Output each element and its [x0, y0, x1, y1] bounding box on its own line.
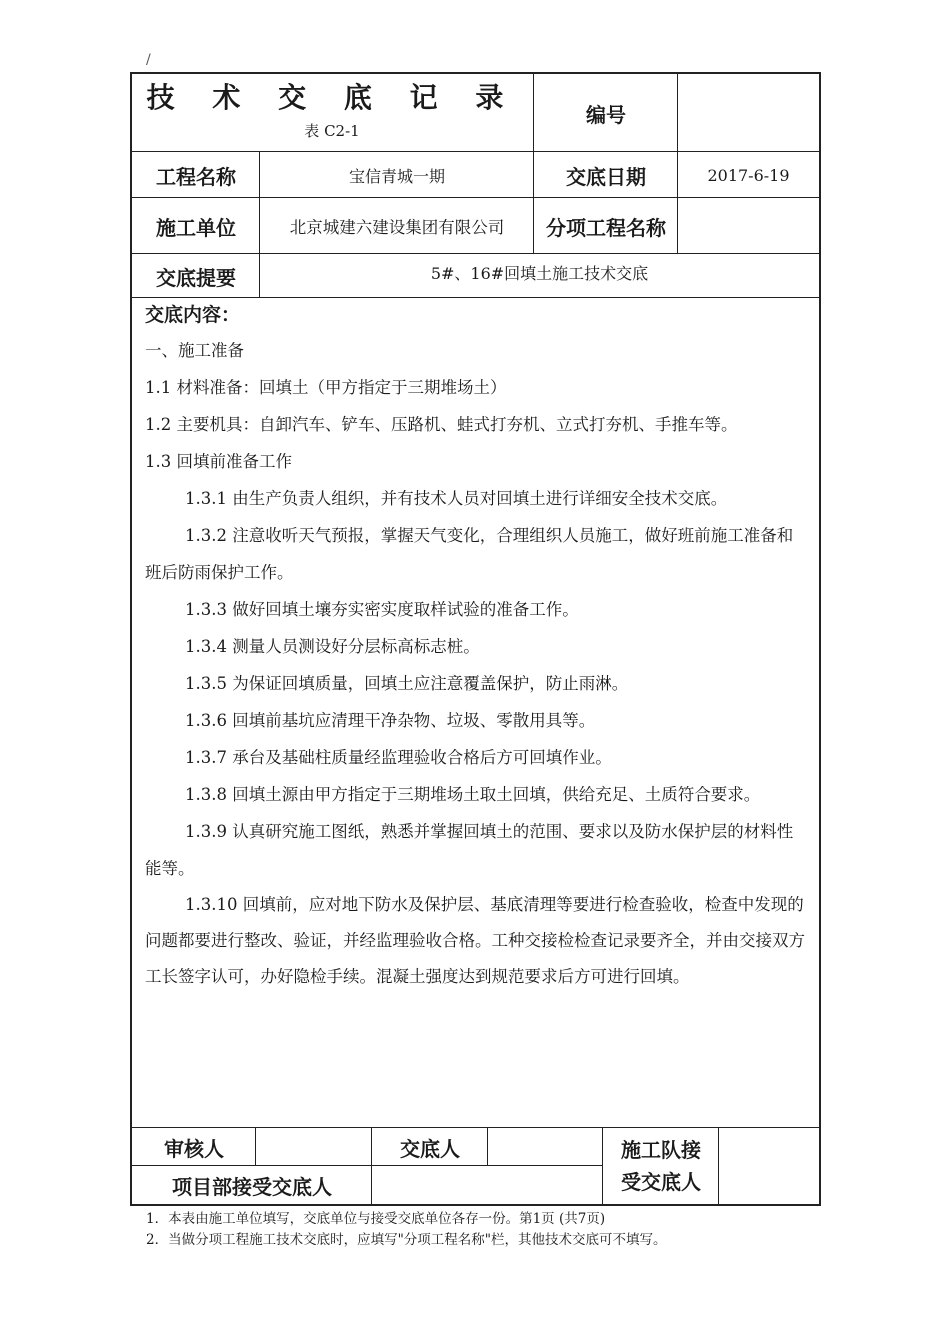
grid-line [259, 152, 260, 298]
project-name-value: 宝信青城一期 [348, 166, 445, 186]
date-value: 2017-6-19 [707, 165, 790, 185]
form-code: 表 C2-1 [304, 122, 360, 140]
grid-line [132, 1165, 603, 1166]
number-label: 编号 [586, 102, 626, 127]
dept-receiver-value[interactable] [372, 1166, 603, 1204]
content-line: 一、施工准备 [145, 341, 244, 360]
footnotes [146, 1209, 667, 1251]
grid-line [533, 74, 534, 254]
dept-receiver-label: 项目部接受交底人 [172, 1174, 332, 1199]
content-item: 1.3.1 由生产负责人组织，并有技术人员对回填土进行详细安全技术交底。 [185, 489, 728, 508]
grid-line [487, 1128, 488, 1166]
content-item: 1.3.5 为保证回填质量，回填土应注意覆盖保护，防止雨淋。 [185, 674, 629, 693]
grid-line [718, 1128, 719, 1204]
discloser-label: 交底人 [400, 1136, 460, 1161]
content-line: 1.2 主要机具：自卸汽车、铲车、压路机、蛙式打夯机、立式打夯机、手推车等。 [145, 415, 738, 434]
content-item: 1.3.3 做好回填土壤夯实密实度取样试验的准备工作。 [185, 600, 579, 619]
content-line: 1.1 材料准备：回填土（甲方指定于三期堆场土） [145, 378, 507, 397]
summary-value: 5#、16#回填土施工技术交底 [430, 264, 649, 283]
contractor-label: 施工单位 [156, 215, 236, 240]
date-label: 交底日期 [566, 164, 646, 189]
content-item: 1.3.4 测量人员测设好分层标高标志桩。 [185, 637, 480, 656]
grid-line [255, 1128, 256, 1166]
disclosure-record-form [130, 72, 821, 1206]
content-item: 1.3.2 注意收听天气预报，掌握天气变化，合理组织人员施工，做好班前施工准备和班后防雨保护工作。 [145, 526, 794, 582]
grid-line [677, 74, 678, 254]
footnote: 1．本表由施工单位填写，交底单位与接受交底单位各存一份。第1页 (共7页) [146, 1211, 606, 1227]
grid-line [132, 1127, 819, 1128]
grid-line [602, 1128, 603, 1204]
content-item: 1.3.7 承台及基础柱质量经监理验收合格后方可回填作业。 [185, 748, 612, 767]
grid-line [371, 1128, 372, 1204]
content-line: 1.3 回填前准备工作 [145, 452, 292, 471]
corner-mark: / [146, 52, 151, 68]
subproject-value[interactable] [678, 198, 819, 254]
team-receiver-label: 施工队接受交底人 [621, 1138, 701, 1194]
project-name-label: 工程名称 [156, 164, 236, 189]
discloser-value[interactable] [488, 1128, 603, 1166]
grid-line [132, 151, 819, 152]
form-title-block [132, 74, 532, 152]
summary-label: 交底提要 [156, 265, 236, 290]
form-title: 技 术 交 底 记 录 [146, 81, 518, 114]
subproject-label: 分项工程名称 [546, 215, 666, 240]
disclosure-content [132, 298, 819, 1128]
grid-line [132, 253, 819, 254]
team-receiver-value[interactable] [719, 1128, 819, 1204]
content-item: 1.3.8 回填土源由甲方指定于三期堆场土取土回填，供给充足、土质符合要求。 [185, 785, 761, 804]
reviewer-value[interactable] [256, 1128, 372, 1166]
content-item: 1.3.9 认真研究施工图纸，熟悉并掌握回填土的范围、要求以及防水保护层的材料性能等。 [145, 822, 794, 878]
grid-line [132, 197, 819, 198]
reviewer-label: 审核人 [164, 1136, 224, 1161]
content-heading: 交底内容： [145, 304, 241, 326]
footnote: 2．当做分项工程施工技术交底时，应填写"分项工程名称"栏，其他技术交底可不填写。 [146, 1232, 667, 1248]
content-item: 1.3.6 回填前基坑应清理干净杂物、垃圾、零散用具等。 [185, 711, 596, 730]
number-value[interactable] [678, 74, 819, 152]
contractor-value: 北京城建六建设集团有限公司 [289, 218, 505, 237]
grid-line [132, 297, 819, 298]
content-item: 1.3.10 回填前，应对地下防水及保护层、基底清理等要进行检查验收，检查中发现的问题都要进行整改、验证，并经监理验收合格。工种交接检检查记录要齐全，并由交接双方工长签字认可，办好隐检手续。混凝土强度达到规范要求后方可进行回填。 [145, 895, 805, 986]
